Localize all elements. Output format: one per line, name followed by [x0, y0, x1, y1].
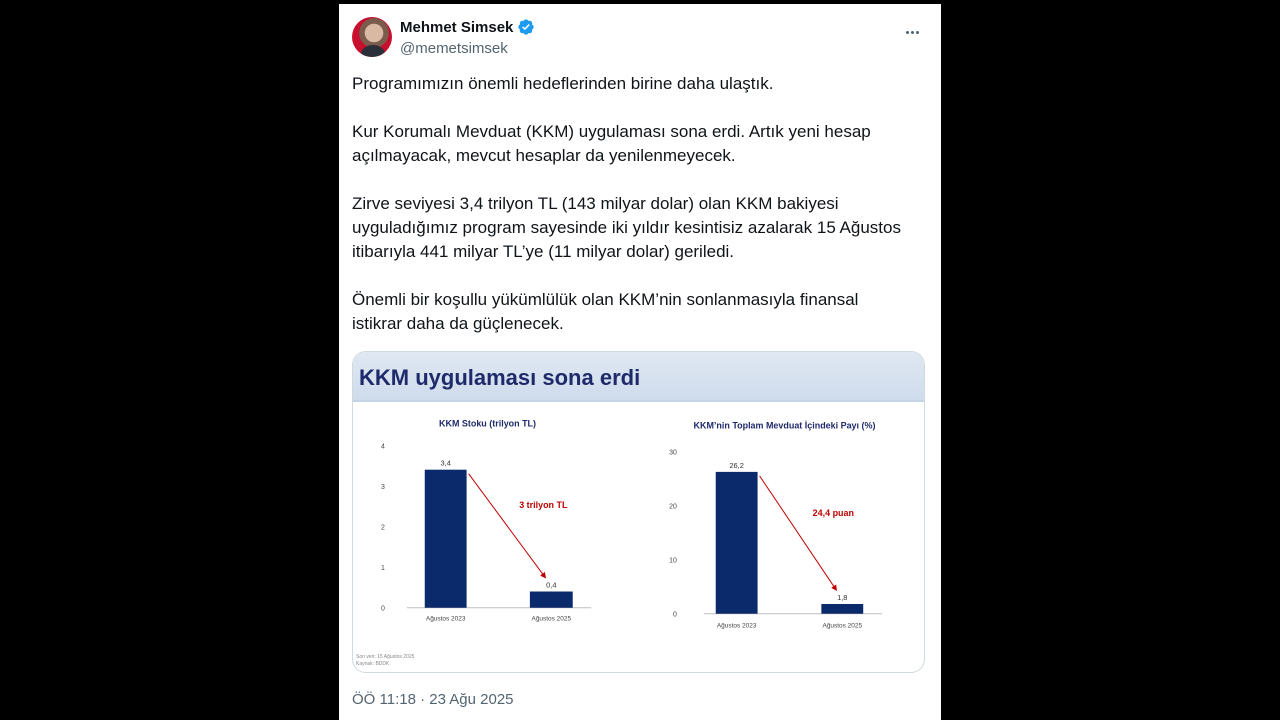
- x-category-label: Ağustos 2023: [425, 615, 466, 623]
- tweet-paragraph: Önemli bir koşullu yükümlülük olan KKM’nin sonlanmasıyla finansal istikrar daha da güçlenecek.: [352, 290, 859, 333]
- avatar[interactable]: [352, 17, 392, 57]
- chart-bar: [821, 604, 863, 614]
- chart-bar: [530, 592, 573, 608]
- chart-bar: [425, 470, 467, 608]
- tweet-card: [339, 4, 941, 720]
- y-tick-label: 10: [669, 557, 677, 565]
- bar-value-label: 0,4: [546, 580, 557, 590]
- y-tick-label: 4: [380, 443, 385, 451]
- tweet-paragraph: Zirve seviyesi 3,4 trilyon TL (143 milyar dolar) olan KKM bakiyesi uyguladığımız program sayesinde iki yıldır kesintisiz azalarak 15 Ağustos itibarıyla 441 milyar TL’ye (11 milyar dolar) geriledi.: [352, 194, 901, 261]
- tweet-image[interactable]: [352, 351, 925, 673]
- source-line: Kaynak: BDDK: [356, 661, 390, 667]
- decline-annotation: 3 trilyon TL: [519, 500, 568, 511]
- author-handle[interactable]: @memetsimsek: [400, 40, 508, 57]
- y-tick-label: 2: [380, 524, 385, 532]
- y-tick-label: 0: [380, 605, 385, 613]
- decline-annotation: 24,4 puan: [812, 508, 854, 519]
- x-category-label: Ağustos 2023: [716, 622, 757, 630]
- x-category-label: Ağustos 2025: [531, 615, 572, 623]
- charts-area: [353, 404, 924, 673]
- verified-badge-icon: [517, 18, 535, 36]
- bar-value-label: 26,2: [729, 460, 744, 470]
- decline-arrow: [469, 474, 546, 578]
- tweet-text: [352, 72, 928, 360]
- tweet-timestamp[interactable]: ÖÖ 11:18 · 23 Ağu 2025: [352, 691, 514, 708]
- chart-title: KKM Stoku (trilyon TL): [439, 418, 537, 429]
- source-line: Son veri: 15 Ağustos 2025: [356, 654, 415, 660]
- y-tick-label: 0: [672, 611, 677, 619]
- author-name[interactable]: Mehmet Simsek: [400, 18, 514, 36]
- y-tick-label: 30: [669, 449, 677, 457]
- y-tick-label: 3: [380, 483, 385, 491]
- tweet-header: [352, 16, 928, 62]
- image-header-band: [353, 352, 924, 402]
- chart-bar: [716, 472, 758, 614]
- y-tick-label: 20: [669, 503, 677, 511]
- y-tick-label: 1: [380, 565, 385, 573]
- bar-value-label: 1,8: [837, 593, 848, 603]
- image-source-note: [356, 654, 414, 668]
- author-name-row: [400, 18, 535, 36]
- decline-arrow: [760, 476, 837, 590]
- image-title: KKM uygulaması sona erdi: [359, 365, 641, 390]
- bar-value-label: 3,4: [440, 458, 451, 468]
- chart-title: KKM’nin Toplam Mevduat İçindeki Payı (%): [693, 420, 876, 431]
- x-category-label: Ağustos 2025: [822, 622, 863, 630]
- tweet-paragraph: Programımızın önemli hedeflerinden birine daha ulaştık.: [352, 74, 774, 93]
- tweet-paragraph: Kur Korumalı Mevduat (KKM) uygulaması sona erdi. Artık yeni hesap açılmayacak, mevcut hesaplar da yenilenmeyecek.: [352, 122, 871, 165]
- more-options-icon[interactable]: [902, 22, 922, 42]
